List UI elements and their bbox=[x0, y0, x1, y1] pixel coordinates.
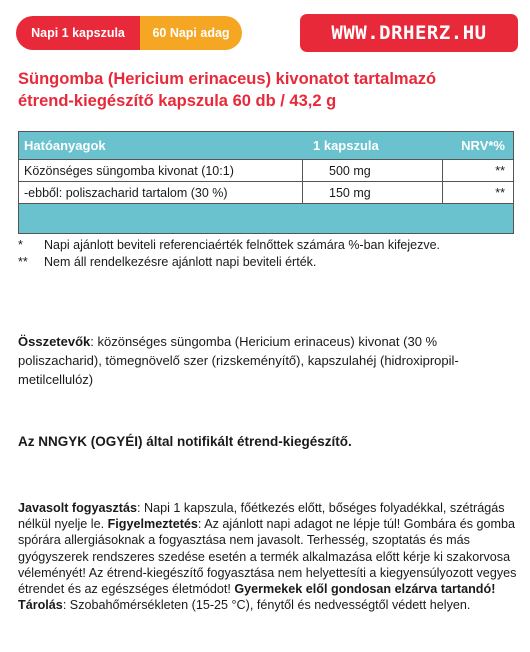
product-title-line2: étrend-kiegészítő kapszula 60 db / 43,2 g bbox=[18, 92, 337, 110]
footnote-text: Nem áll rendelkezésre ajánlott napi beviteli érték. bbox=[44, 255, 317, 269]
notification-statement: Az NNGYK (OGYÉI) által notifikált étrend-kiegészítő. bbox=[18, 434, 352, 449]
nutrition-table bbox=[18, 131, 514, 234]
storage-label: Gyermekek elől gondosan elzárva tartandó! Tárolás bbox=[18, 582, 496, 613]
footnote-mark: ** bbox=[18, 255, 28, 269]
footnote-text: Napi ajánlott beviteli referenciaérték felnőttek számára %-ban kifejezve. bbox=[44, 238, 441, 252]
ingredient-name: Közönséges süngomba kivonat (10:1) bbox=[24, 163, 234, 178]
ingredients-label: Összetevők bbox=[18, 334, 91, 349]
ingredient-nrv: ** bbox=[495, 185, 505, 200]
ingredients-paragraph bbox=[18, 332, 518, 389]
product-title-line1: Süngomba (Hericium erinaceus) kivonatot tartalmazó bbox=[18, 70, 437, 88]
usage-paragraph bbox=[18, 500, 522, 613]
ingredients-text: : közönséges süngomba (Hericium erinaceus) kivonat (30 % poliszacharid), tömegnövelő szer (rizskeményítő), kapszulahéj (hidroxipropil-metilcellulóz) bbox=[18, 334, 459, 387]
ingredient-amount: 500 mg bbox=[329, 163, 371, 178]
footnote bbox=[18, 236, 440, 254]
column-divider bbox=[442, 182, 443, 203]
footnote-mark: * bbox=[18, 238, 23, 252]
header-active-ingredients: Hatóanyagok bbox=[24, 138, 106, 153]
table-row bbox=[19, 159, 513, 181]
footnote bbox=[18, 253, 316, 271]
column-divider bbox=[442, 160, 443, 181]
storage-text: : Szobahőmérsékleten (15-25 °C), fénytől és nedvességtől védett helyen. bbox=[62, 598, 471, 613]
header-per-capsule: 1 kapszula bbox=[313, 138, 379, 153]
daily-servings-badge: 60 Napi adag bbox=[140, 16, 242, 50]
usage-text: : Napi 1 kapszula, főétkezés előtt, bőséges folyadékkal, szétrágás nélkül nyelje le. bbox=[18, 501, 505, 532]
usage-label: Javasolt fogyasztás bbox=[18, 501, 137, 515]
ingredient-nrv: ** bbox=[495, 163, 505, 178]
table-row bbox=[19, 181, 513, 203]
warning-text: : Az ajánlott napi adagot ne lépje túl! Gombára és gomba spórára allergiásoknak a fogyasztása nem javasolt. Terhesség, szoptatás és más gyógyszerek rendszeres szedése esetén a termék alkalmazása előtt kérje ki szakorvosa véleményét! Az étrend-kiegészítő fogyasztása nem helyettesíti a kiegyensúlyozott vegyes étrendet és az egészséges életmódot! bbox=[18, 517, 517, 597]
table-footer-bar bbox=[19, 203, 513, 233]
dosage-pill bbox=[16, 16, 242, 50]
ingredient-name: -ebből: poliszacharid tartalom (30 %) bbox=[24, 185, 228, 200]
product-title bbox=[18, 68, 518, 112]
table-header-row bbox=[19, 132, 513, 159]
daily-capsule-badge: Napi 1 kapszula bbox=[16, 16, 140, 50]
column-divider bbox=[302, 160, 303, 181]
ingredient-amount: 150 mg bbox=[329, 185, 371, 200]
warning-label: Figyelmeztetés bbox=[107, 517, 198, 532]
column-divider bbox=[302, 182, 303, 203]
header-nrv: NRV*% bbox=[461, 138, 505, 153]
website-badge: WWW.DRHERZ.HU bbox=[300, 14, 518, 52]
